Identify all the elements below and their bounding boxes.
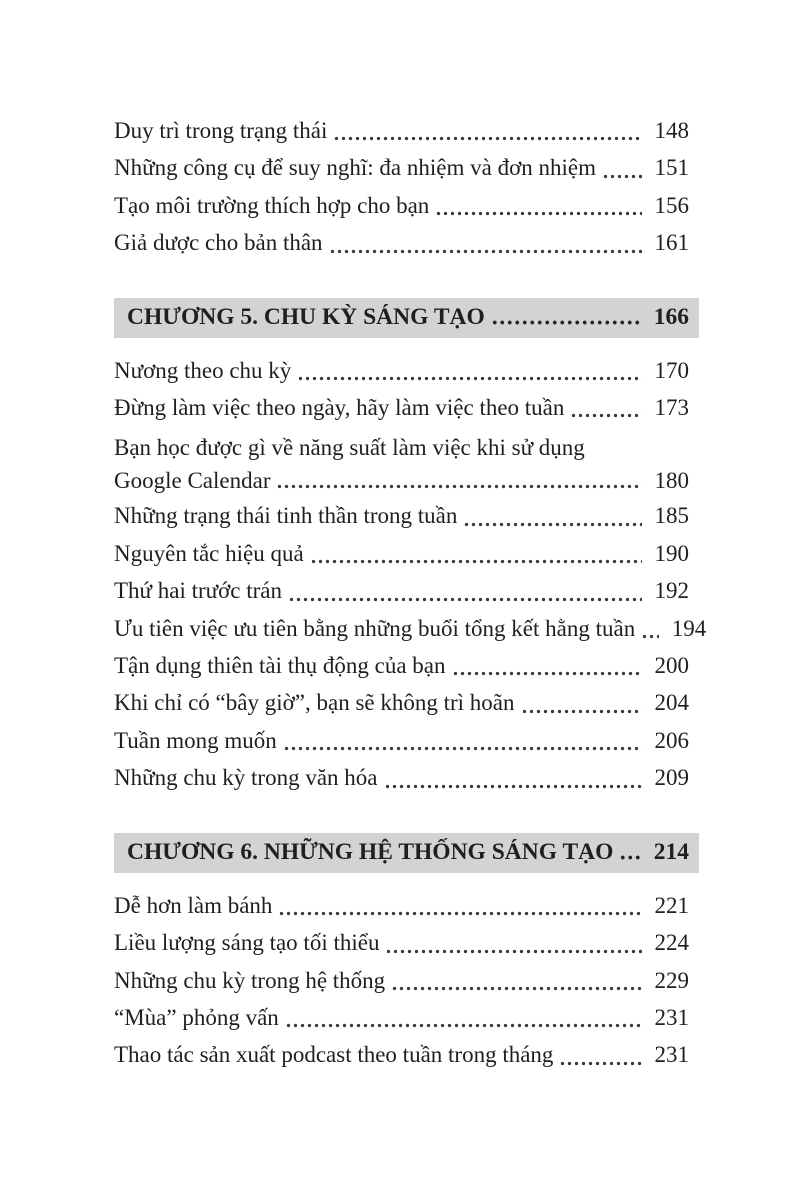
toc-entry-title-continued: Google Calendar [114, 468, 271, 494]
toc-entry [114, 684, 689, 721]
dotted-leader [333, 136, 642, 141]
toc-entry-title: “Mùa” phỏng vấn [114, 1004, 279, 1030]
toc-entry-page: 173 [654, 395, 689, 421]
toc-entry-page: 194 [671, 615, 707, 641]
chapter-heading [114, 298, 699, 338]
dotted-leader [521, 709, 642, 714]
toc-entry-page: 209 [654, 765, 689, 791]
chapter-heading [114, 833, 699, 873]
toc-entry-page: 151 [654, 155, 689, 181]
toc-entry [114, 924, 689, 961]
dotted-leader [641, 634, 659, 639]
dotted-leader [278, 911, 642, 916]
toc-entry-page: 200 [654, 653, 689, 679]
dotted-leader [288, 597, 642, 602]
toc-entry-title: Nương theo chu kỳ [114, 357, 292, 383]
toc-entry-title: Tuần mong muốn [114, 727, 277, 753]
dotted-leader [570, 413, 642, 418]
toc-entry-title: Nguyên tắc hiệu quả [114, 540, 304, 566]
toc-entry [114, 112, 689, 149]
dotted-leader [619, 855, 642, 860]
toc-entry-page: 221 [654, 892, 689, 918]
dotted-leader [463, 522, 642, 527]
toc-entry-title: Ưu tiên việc ưu tiên bằng những buổi tổng kết hằng tuần [114, 615, 636, 641]
toc-entry [114, 999, 689, 1036]
toc-entry-page: 231 [654, 1042, 689, 1068]
toc-section [114, 298, 707, 797]
toc-entry-title: Dễ hơn làm bánh [114, 892, 273, 918]
toc-entry-page: 170 [654, 357, 689, 383]
toc-entry [114, 187, 689, 224]
toc-entry [114, 962, 689, 999]
chapter-heading-page: 166 [653, 303, 689, 330]
toc-entry-title: Đừng làm việc theo ngày, hãy làm việc theo tuần [114, 395, 565, 421]
toc-entry-page: 185 [654, 503, 689, 529]
dotted-leader [384, 784, 642, 789]
toc-entry-title: Bạn học được gì về năng suất làm việc khi sử dụng [114, 435, 585, 461]
dotted-leader [602, 174, 642, 179]
toc-entry [114, 224, 689, 261]
toc-entry-title: Thao tác sản xuất podcast theo tuần trong tháng [114, 1042, 554, 1068]
dotted-leader [329, 249, 642, 254]
toc-entry-title: Những chu kỳ trong hệ thống [114, 967, 386, 993]
toc-entry [114, 497, 689, 534]
toc-entry-page: 156 [654, 192, 689, 218]
toc-entry [114, 535, 689, 572]
dotted-leader [452, 671, 642, 676]
toc-entry-title: Thứ hai trước trán [114, 578, 283, 604]
dotted-leader [285, 1023, 642, 1028]
toc-entry-page: 148 [654, 118, 689, 143]
dotted-leader [385, 949, 642, 954]
toc-entry-page: 204 [654, 690, 689, 716]
toc-entry-title: Liều lượng sáng tạo tối thiểu [114, 930, 380, 956]
toc-entry-page: 180 [654, 468, 689, 494]
toc-entry [114, 1036, 689, 1073]
chapter-heading-title: CHƯƠNG 5. CHU KỲ SÁNG TẠO [127, 303, 485, 330]
toc-entry-title: Giả dược cho bản thân [114, 230, 323, 256]
toc-entry-page: 190 [654, 540, 689, 566]
toc-entry [114, 647, 689, 684]
toc-entry-title: Tận dụng thiên tài thụ động của bạn [114, 653, 446, 679]
chapter-heading-title: CHƯƠNG 6. NHỮNG HỆ THỐNG SÁNG TẠO [127, 838, 614, 865]
toc-entry-title: Những trạng thái tinh thần trong tuần [114, 503, 458, 529]
toc-entry [114, 572, 689, 609]
toc-entry-title: Những chu kỳ trong văn hóa [114, 765, 378, 791]
toc-entry-page: 192 [654, 578, 689, 604]
toc-entry-title: Duy trì trong trạng thái [114, 118, 328, 143]
dotted-leader [391, 986, 642, 991]
dotted-leader [310, 559, 642, 564]
toc-entry-page: 231 [654, 1004, 689, 1030]
dotted-leader [559, 1061, 642, 1066]
chapter-heading-page: 214 [653, 838, 689, 865]
toc-section [114, 112, 689, 262]
toc-entry [114, 352, 689, 389]
toc-entry [114, 426, 689, 497]
toc-entry-page: 224 [654, 930, 689, 956]
toc-entry [114, 389, 689, 426]
dotted-leader [435, 211, 642, 216]
dotted-leader [491, 320, 642, 325]
toc-entry [114, 887, 689, 924]
dotted-leader [283, 746, 642, 751]
toc-entry-title: Khi chỉ có “bây giờ”, bạn sẽ không trì hoãn [114, 690, 515, 716]
toc-entry-page: 161 [654, 230, 689, 256]
toc-entry [114, 722, 689, 759]
toc-entry-title: Tạo môi trường thích hợp cho bạn [114, 192, 430, 218]
toc-entry [114, 759, 689, 796]
toc-entry-page: 229 [654, 967, 689, 993]
toc-section [114, 833, 689, 1074]
dotted-leader [276, 484, 642, 489]
toc-entry-title: Những công cụ để suy nghĩ: đa nhiệm và đơn nhiệm [114, 155, 596, 181]
toc-entry-page: 206 [654, 727, 689, 753]
toc-entry [114, 610, 707, 647]
dotted-leader [297, 376, 642, 381]
toc-entry [114, 149, 689, 186]
